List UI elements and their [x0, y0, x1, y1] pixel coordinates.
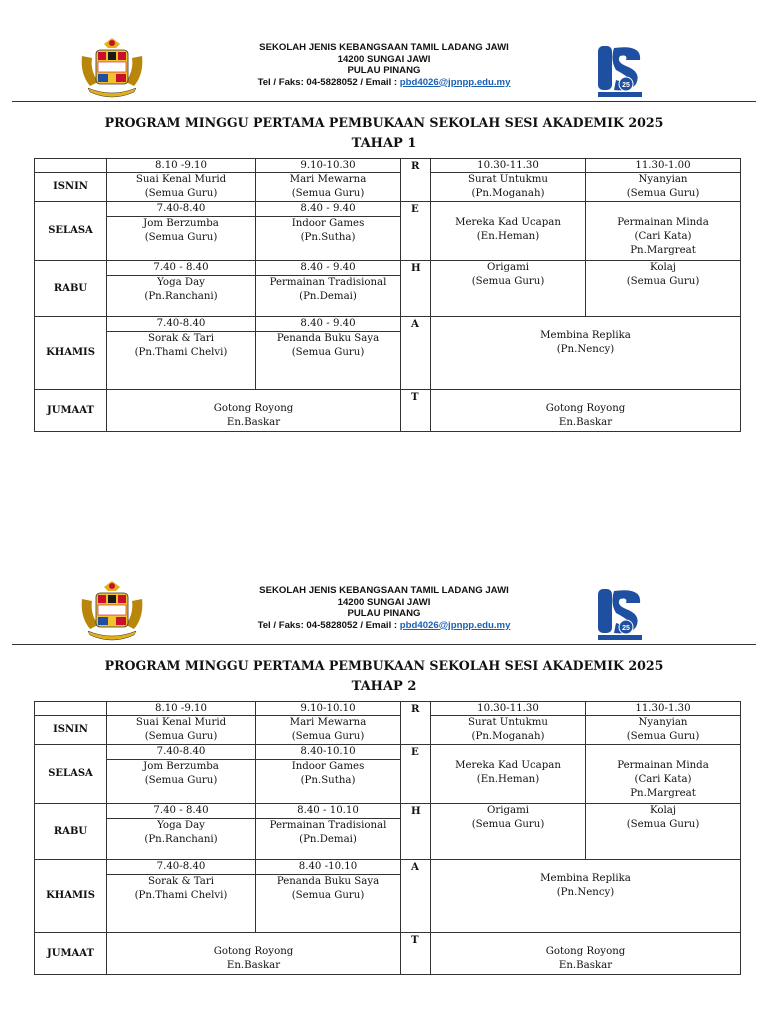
letterhead [0, 0, 768, 100]
svg-text:25: 25 [622, 625, 630, 632]
blank-header-cell [35, 702, 107, 716]
day-label: RABU [35, 261, 107, 317]
school-25-anniversary-logo-icon [596, 42, 644, 98]
activity-cell: Gotong Royong En.Baskar [107, 933, 401, 975]
program-title: PROGRAM MINGGU PERTAMA PEMBUKAAN SEKOLAH SESI AKADEMIK 2025 [104, 658, 664, 673]
svg-text:25: 25 [622, 82, 630, 89]
activity-cell: 7.40-8.40 Jom Berzumba (Semua Guru) [107, 202, 256, 261]
program-title: PROGRAM MINGGU PERTAMA PEMBUKAAN SEKOLAH SESI AKADEMIK 2025 [104, 115, 664, 130]
school-name: SEKOLAH JENIS KEBANGSAAN TAMIL LADANG JAWI [259, 585, 509, 596]
activity-cell: 8.40 - 9.40 Indoor Games (Pn.Sutha) [256, 202, 401, 261]
schedule-tahap-2 [0, 543, 768, 1013]
letterhead [0, 543, 768, 643]
header-divider [12, 101, 756, 102]
email-link[interactable]: pbd4026@jpnpp.edu.my [399, 76, 511, 88]
email-link[interactable]: pbd4026@jpnpp.edu.my [399, 619, 511, 631]
activity-cell: Permainan Minda (Cari Kata) Pn.Margreat [586, 745, 741, 804]
activity-cell: Origami (Semua Guru) [431, 261, 586, 317]
schedule-tahap-1 [0, 0, 768, 470]
activity-cell: 8.40 - 10.10 Permainan Tradisional (Pn.Demai) [256, 804, 401, 860]
activity-cell: 8.40 -10.10 Penanda Buku Saya (Semua Guru) [256, 860, 401, 933]
time-header: 11.30-1.00 [586, 159, 741, 173]
school-name: SEKOLAH JENIS KEBANGSAAN TAMIL LADANG JAWI [259, 42, 509, 53]
activity-cell: 8.40 - 9.40 Penanda Buku Saya (Semua Guru) [256, 317, 401, 390]
school-info [190, 42, 578, 88]
rehat-letter: A [401, 860, 431, 933]
activity-cell: 8.40 - 9.40 Permainan Tradisional (Pn.Demai) [256, 261, 401, 317]
time-header: 8.10 -9.10 [107, 159, 256, 173]
activity-cell: Permainan Minda (Cari Kata) Pn.Margreat [586, 202, 741, 261]
day-label: SELASA [35, 202, 107, 261]
tahap-title: TAHAP 1 [351, 136, 417, 151]
activity-cell: 7.40-8.40 Sorak & Tari (Pn.Thami Chelvi) [107, 860, 256, 933]
activity-cell: 7.40 - 8.40 Yoga Day (Pn.Ranchani) [107, 804, 256, 860]
rehat-letter: E [401, 202, 431, 261]
timetable [34, 701, 741, 975]
school-state: PULAU PINANG [347, 65, 421, 77]
school-contact [190, 77, 578, 89]
activity-cell: Surat Untukmu (Pn.Moganah) [431, 173, 586, 202]
activity-cell: Suai Kenal Murid (Semua Guru) [107, 173, 256, 202]
time-header: 9.10-10.30 [256, 159, 401, 173]
activity-cell: Nyanyian (Semua Guru) [586, 716, 741, 745]
day-label: ISNIN [35, 173, 107, 202]
activity-cell: Gotong Royong En.Baskar [431, 390, 741, 432]
time-header: 10.30-11.30 [431, 702, 586, 716]
activity-cell: Surat Untukmu (Pn.Moganah) [431, 716, 586, 745]
timetable [34, 158, 741, 432]
rehat-letter: R [401, 702, 431, 745]
header-divider [12, 644, 756, 645]
activity-cell: Mari Mewarna (Semua Guru) [256, 716, 401, 745]
school-contact [190, 620, 578, 632]
activity-cell: Kolaj (Semua Guru) [586, 804, 741, 860]
activity-cell: Mereka Kad Ucapan (En.Heman) [431, 202, 586, 261]
activity-cell: Nyanyian (Semua Guru) [586, 173, 741, 202]
day-label: SELASA [35, 745, 107, 804]
school-state: PULAU PINANG [347, 608, 421, 620]
school-postcode: 14200 SUNGAI JAWI [337, 53, 431, 65]
activity-cell: 7.40-8.40 Sorak & Tari (Pn.Thami Chelvi) [107, 317, 256, 390]
rehat-letter: T [401, 933, 431, 975]
school-postcode: 14200 SUNGAI JAWI [337, 596, 431, 608]
activity-cell: Mari Mewarna (Semua Guru) [256, 173, 401, 202]
activity-cell: Mereka Kad Ucapan (En.Heman) [431, 745, 586, 804]
activity-cell: 7.40 - 8.40 Yoga Day (Pn.Ranchani) [107, 261, 256, 317]
day-label: KHAMIS [35, 860, 107, 933]
day-label: ISNIN [35, 716, 107, 745]
activity-cell: Gotong Royong En.Baskar [431, 933, 741, 975]
activity-cell: 8.40-10.10 Indoor Games (Pn.Sutha) [256, 745, 401, 804]
activity-cell: Membina Replika (Pn.Nency) [431, 860, 741, 933]
activity-cell: Kolaj (Semua Guru) [586, 261, 741, 317]
school-info [190, 585, 578, 631]
time-header: 8.10 -9.10 [107, 702, 256, 716]
rehat-letter: H [401, 804, 431, 860]
contact-label: Tel / Faks: 04-5828052 / Email : [257, 619, 400, 631]
time-header: 10.30-11.30 [431, 159, 586, 173]
rehat-letter: A [401, 317, 431, 390]
day-label: KHAMIS [35, 317, 107, 390]
malaysia-coat-of-arms-icon [78, 579, 146, 641]
rehat-letter: T [401, 390, 431, 432]
activity-cell: 7.40-8.40 Jom Berzumba (Semua Guru) [107, 745, 256, 804]
contact-label: Tel / Faks: 04-5828052 / Email : [257, 76, 400, 88]
time-header: 11.30-1.30 [586, 702, 741, 716]
activity-cell: Gotong Royong En.Baskar [107, 390, 401, 432]
rehat-letter: R [401, 159, 431, 202]
activity-cell: Membina Replika (Pn.Nency) [431, 317, 741, 390]
day-label: JUMAAT [35, 933, 107, 975]
malaysia-coat-of-arms-icon [78, 36, 146, 98]
activity-cell: Suai Kenal Murid (Semua Guru) [107, 716, 256, 745]
day-label: JUMAAT [35, 390, 107, 432]
school-25-anniversary-logo-icon [596, 585, 644, 641]
tahap-title: TAHAP 2 [351, 679, 417, 694]
blank-header-cell [35, 159, 107, 173]
rehat-letter: H [401, 261, 431, 317]
day-label: RABU [35, 804, 107, 860]
rehat-letter: E [401, 745, 431, 804]
time-header: 9.10-10.10 [256, 702, 401, 716]
activity-cell: Origami (Semua Guru) [431, 804, 586, 860]
